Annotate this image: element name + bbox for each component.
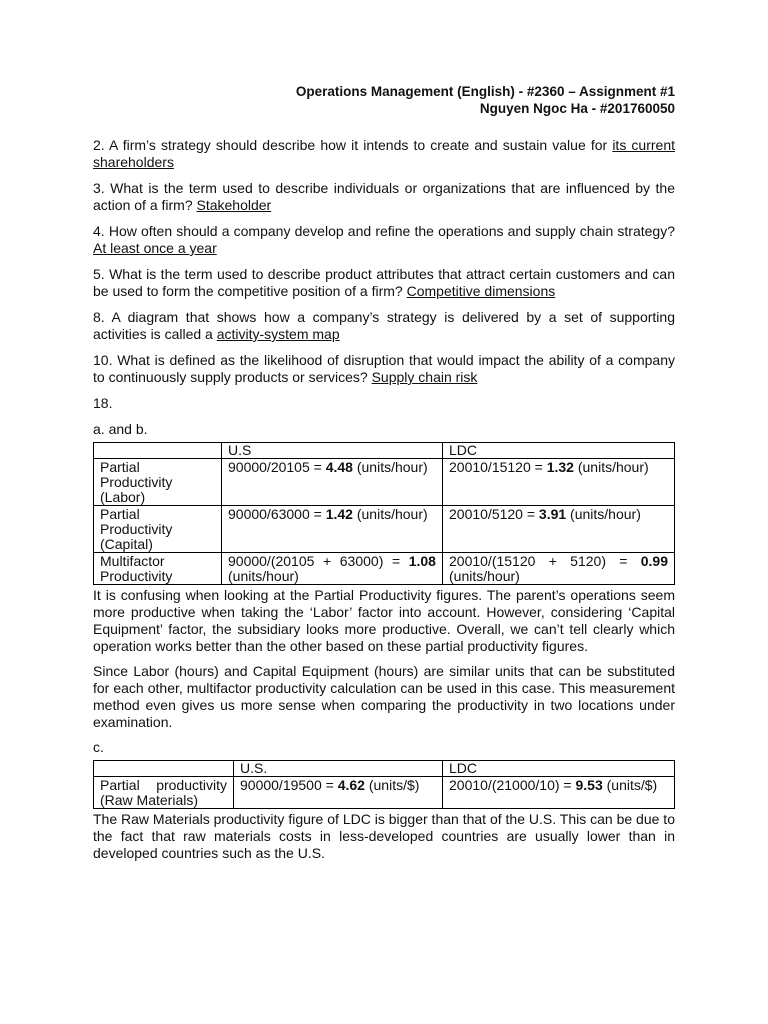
table-row bbox=[94, 777, 675, 809]
raw-materials-table bbox=[93, 760, 675, 809]
ldc-value-cell: 20010/(15120 + 5120) = 0.99 (units/hour) bbox=[443, 553, 675, 585]
part-ab-label: a. and b. bbox=[93, 421, 148, 437]
header-title: Operations Management (English) - #2360 – Assignment #1 bbox=[295, 84, 675, 99]
question-text: 2. A firm’s strategy should describe how it intends to create and sustain value for bbox=[93, 137, 613, 153]
ldc-value-cell: 20010/5120 = 3.91 (units/hour) bbox=[443, 506, 675, 553]
document-header bbox=[93, 83, 675, 117]
table-header-cell bbox=[94, 443, 222, 459]
table-header-row bbox=[94, 761, 675, 777]
us-value-cell: 90000/20105 = 4.48 (units/hour) bbox=[222, 459, 443, 506]
row-label: Multifactor Productivity bbox=[94, 553, 222, 585]
question-2 bbox=[93, 137, 675, 171]
table-row bbox=[94, 459, 675, 506]
question-4 bbox=[93, 223, 675, 257]
table-row bbox=[94, 506, 675, 553]
us-value-cell: 90000/(20105 + 63000) = 1.08 (units/hour) bbox=[222, 553, 443, 585]
question-text: 4. How often should a company develop and refine the operations and supply chain strategy? bbox=[93, 223, 675, 239]
table-header-cell: LDC bbox=[443, 761, 675, 777]
us-value-cell: 90000/63000 = 1.42 (units/hour) bbox=[222, 506, 443, 553]
paragraph-partial-productivity: It is confusing when looking at the Partial Productivity figures. The parent’s operations seem more productive when taking the ‘Labor’ factor into account. However, considering ‘Capital Equipment’ factor, the subsidiary looks more productive. Overall, we can’t tell clearly which operation works better than the other based on these partial productivity figures. bbox=[93, 587, 675, 654]
table-row bbox=[94, 553, 675, 585]
ldc-value-cell: 20010/15120 = 1.32 (units/hour) bbox=[443, 459, 675, 506]
table-header-cell bbox=[94, 761, 234, 777]
question-text: 10. What is defined as the likelihood of disruption that would impact the ability of a company to continuously supply products or services? bbox=[93, 352, 675, 385]
question-answer: its current shareholders bbox=[93, 137, 676, 170]
question-10 bbox=[93, 352, 675, 386]
table-header-cell: U.S. bbox=[234, 761, 443, 777]
row-label: Partial Productivity (Capital) bbox=[94, 506, 222, 553]
ldc-value-cell: 20010/(21000/10) = 9.53 (units/$) bbox=[443, 777, 675, 809]
document-content bbox=[93, 83, 675, 862]
question-8 bbox=[93, 309, 675, 343]
question-answer: At least once a year bbox=[93, 240, 217, 256]
question-text: 5. What is the term used to describe product attributes that attract certain customers and can be used to form the competitive position of a firm? bbox=[93, 266, 675, 299]
table-header-cell: U.S bbox=[222, 443, 443, 459]
part-c-label: c. bbox=[93, 739, 104, 755]
question-answer: activity-system map bbox=[216, 326, 340, 342]
question-18-label: 18. bbox=[93, 395, 113, 411]
header-author: Nguyen Ngoc Ha - #201760050 bbox=[479, 101, 675, 116]
table-header-cell: LDC bbox=[443, 443, 675, 459]
productivity-table bbox=[93, 442, 675, 585]
question-answer: Competitive dimensions bbox=[406, 283, 556, 299]
row-label: Partial Productivity (Labor) bbox=[94, 459, 222, 506]
question-3 bbox=[93, 180, 675, 214]
question-text: 3. What is the term used to describe individuals or organizations that are influenced by the action of a firm? bbox=[93, 180, 675, 213]
question-5 bbox=[93, 266, 675, 300]
table-header-row bbox=[94, 443, 675, 459]
row-label: Partial productivity (Raw Materials) bbox=[94, 777, 234, 809]
paragraph-multifactor: Since Labor (hours) and Capital Equipment (hours) are similar units that can be substituted for each other, multifactor productivity calculation can be used in this case. This measurement method even gives us more sense when comparing the productivity in two locations under examination. bbox=[93, 663, 675, 730]
question-answer: Supply chain risk bbox=[371, 369, 478, 385]
question-answer: Stakeholder bbox=[196, 197, 272, 213]
question-text: 8. A diagram that shows how a company’s strategy is delivered by a set of supporting activities is called a bbox=[93, 309, 675, 342]
paragraph-raw-materials: The Raw Materials productivity figure of LDC is bigger than that of the U.S. This can be due to the fact that raw materials costs in less-developed countries are usually lower than in developed countries such as the U.S. bbox=[93, 811, 675, 861]
us-value-cell: 90000/19500 = 4.62 (units/$) bbox=[234, 777, 443, 809]
